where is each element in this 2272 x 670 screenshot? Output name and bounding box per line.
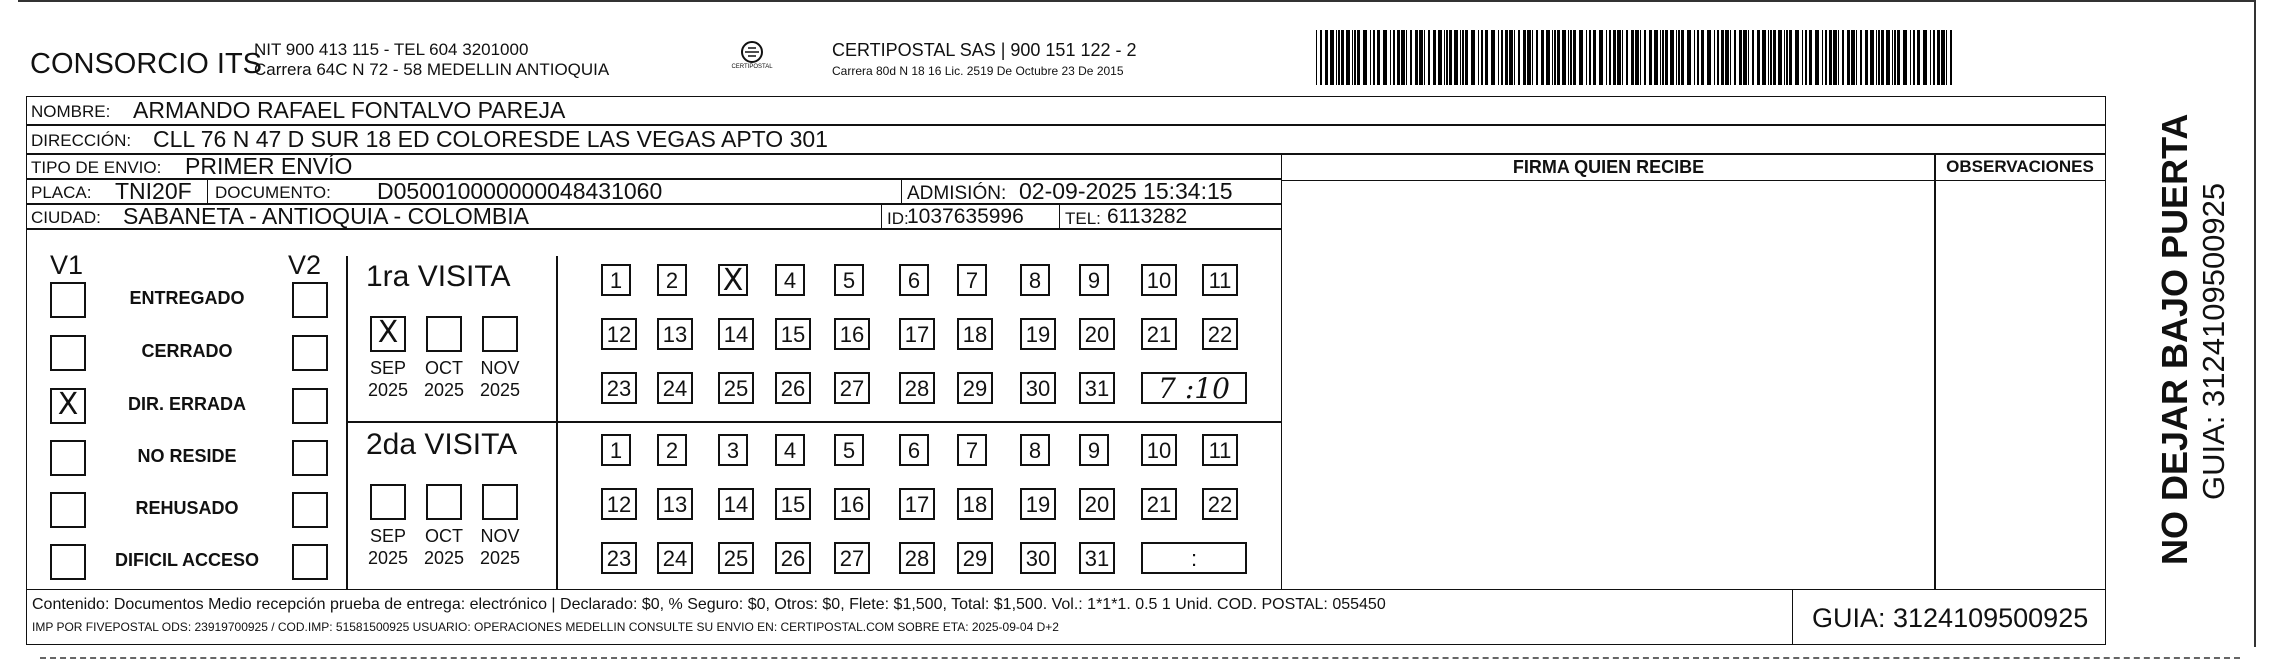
day-box[interactable]: 15	[775, 488, 811, 520]
year-label: 2025	[367, 548, 409, 568]
barcode-bar	[1784, 30, 1785, 85]
barcode-bar	[1573, 30, 1576, 85]
year-label: 2025	[423, 380, 465, 400]
barcode-bar	[1593, 30, 1596, 85]
barcode-bar	[1485, 30, 1488, 85]
barcode-bar	[1910, 30, 1911, 85]
direccion-value: CLL 76 N 47 D SUR 18 ED COLORESDE LAS VEGAS APTO 301	[153, 126, 828, 152]
barcode-bar	[1536, 30, 1538, 85]
barcode-bar	[1721, 30, 1724, 85]
barcode-bar	[1842, 30, 1844, 85]
observaciones-label: OBSERVACIONES	[1946, 157, 2094, 176]
barcode-bar	[1903, 30, 1907, 85]
barcode-bar	[1354, 30, 1356, 85]
firma-box	[1281, 154, 1936, 590]
footer-line2: IMP POR FIVEPOSTAL ODS: 23919700925 / COD.IMP: 51581500925 USUARIO: OPERACIONES MEDELLIN CONSULTE SU ENVIO EN: CERTIPOSTAL.COM SOBRE ETA: 2025-09-04 D+2	[32, 620, 1059, 634]
day-box[interactable]: 19	[1020, 488, 1056, 520]
barcode-bar	[1805, 30, 1807, 85]
barcode-bar	[1346, 30, 1350, 85]
barcode-bar	[1714, 30, 1715, 85]
barcode-bar	[1622, 30, 1623, 85]
month-label: SEP	[369, 358, 407, 378]
v1-checkbox[interactable]	[50, 388, 86, 424]
day-box[interactable]: 22	[1202, 318, 1238, 350]
barcode-bar	[1552, 30, 1553, 85]
day-box[interactable]: 27	[834, 542, 870, 574]
barcode-bar	[1390, 30, 1391, 85]
barcode-bar	[1825, 30, 1827, 85]
day-box[interactable]: 6	[899, 264, 929, 296]
barcode-bar	[1795, 30, 1799, 85]
barcode-bar	[1701, 30, 1704, 85]
certipostal-line2: Carrera 80d N 18 16 Lic. 2519 De Octubre 23 De 2015	[832, 64, 1124, 78]
barcode-bar	[1599, 30, 1603, 85]
month-checkbox[interactable]	[482, 316, 518, 352]
barcode-bar	[1438, 30, 1442, 85]
admision-value: 02-09-2025 15:34:15	[1019, 178, 1233, 204]
barcode-bar	[1532, 30, 1533, 85]
barcode-bar	[1886, 30, 1890, 85]
barcode-bar	[1462, 30, 1464, 85]
barcode-bar	[1660, 30, 1661, 85]
v2-checkbox[interactable]	[292, 492, 328, 528]
day-box[interactable]: 12	[601, 318, 637, 350]
barcode-bar	[1933, 30, 1935, 85]
barcode-bar	[1950, 30, 1952, 85]
barcode-bar	[1829, 30, 1832, 85]
barcode-bar	[1377, 30, 1380, 85]
nombre-label: NOMBRE:	[31, 102, 111, 121]
barcode-bar	[1330, 30, 1334, 85]
row-nombre	[26, 96, 2106, 125]
barcode-bar	[1352, 30, 1353, 85]
barcode-bar	[1752, 30, 1754, 85]
day-box[interactable]: 5	[834, 264, 864, 296]
day-box[interactable]: 9	[1079, 264, 1109, 296]
tel-divider	[1059, 205, 1060, 228]
barcode-bar	[1897, 30, 1900, 85]
month-label: NOV	[480, 526, 520, 546]
first-visit-label: 1ra VISITA	[366, 260, 511, 293]
year-label: 2025	[479, 548, 521, 568]
v1-checkbox[interactable]	[50, 544, 86, 580]
visit-divider-mid	[556, 256, 558, 590]
footer-line1: Contenido: Documentos Medio recepción prueba de entrega: electrónico | Declarado: $0, % Seguro: $0, Otros: $0, Flete: $1,500, Total: $1,500. Vol.: 1*1*1. 0.5 1 Unid. COD. POSTAL: 055450	[32, 596, 1386, 613]
barcode-bar	[1446, 30, 1448, 85]
barcode-bar	[1570, 30, 1572, 85]
admision-label: ADMISIÓN:	[907, 183, 1007, 204]
month-checkbox[interactable]	[426, 316, 462, 352]
barcode-bar	[1860, 30, 1862, 85]
barcode-bar	[1498, 30, 1499, 85]
barcode-bar	[1586, 30, 1587, 85]
day-box[interactable]: 20	[1079, 488, 1115, 520]
barcode-bar	[1465, 30, 1468, 85]
barcode-bar	[1363, 30, 1367, 85]
barcode-bar	[1809, 30, 1812, 85]
company-nit: NIT 900 413 115 - TEL 604 3201000	[254, 40, 529, 59]
barcode-bar	[1815, 30, 1819, 85]
logo-text: CERTIPOSTAL	[731, 64, 773, 70]
day-box[interactable]: 1	[601, 434, 631, 466]
day-box[interactable]: 5	[834, 434, 864, 466]
footer-guia: GUIA: 3124109500925	[1812, 603, 2089, 633]
day-box[interactable]: 6	[899, 434, 929, 466]
barcode-bar	[1687, 30, 1691, 85]
barcode-bar	[1870, 30, 1874, 85]
barcode-bar	[1717, 30, 1719, 85]
day-box[interactable]: 8	[1020, 264, 1050, 296]
v1-checkbox[interactable]	[50, 492, 86, 528]
barcode-bar	[1930, 30, 1931, 85]
day-box[interactable]: 21	[1141, 488, 1177, 520]
month-checkbox[interactable]	[370, 484, 406, 520]
barcode-bar	[1838, 30, 1839, 85]
day-box[interactable]: 14	[718, 488, 754, 520]
barcode-bar	[1730, 30, 1731, 85]
day-box[interactable]: 25	[718, 542, 754, 574]
day-box[interactable]: 24	[657, 372, 693, 404]
day-box[interactable]: 13	[657, 488, 693, 520]
day-box[interactable]: 27	[834, 372, 870, 404]
barcode-bar	[1894, 30, 1896, 85]
barcode-bar	[1743, 30, 1747, 85]
day-box[interactable]: 18	[957, 488, 993, 520]
barcode-bar	[1681, 30, 1684, 85]
status-label: REHUSADO	[135, 498, 239, 518]
barcode-bar	[1541, 30, 1544, 85]
company-name: CONSORCIO ITS	[30, 48, 263, 80]
day-box[interactable]: 4	[775, 434, 805, 466]
barcode-bar	[1478, 30, 1479, 85]
day-box[interactable]: 31	[1079, 372, 1115, 404]
day-box[interactable]: X	[718, 264, 748, 296]
barcode-bar	[1748, 30, 1749, 85]
row-ciudad	[26, 204, 1282, 229]
v1-checkbox[interactable]	[50, 335, 86, 371]
direccion-label: DIRECCIÓN:	[31, 131, 132, 150]
day-box[interactable]: 3	[718, 434, 748, 466]
barcode-bar	[1876, 30, 1877, 85]
barcode-bar	[1449, 30, 1452, 85]
firma-label: FIRMA QUIEN RECIBE	[1512, 157, 1705, 177]
barcode-bar	[1697, 30, 1699, 85]
day-box[interactable]: 30	[1020, 372, 1056, 404]
barcode-bar	[1428, 30, 1430, 85]
barcode-bar	[1316, 30, 1317, 85]
day-box[interactable]: 1	[601, 264, 631, 296]
barcode-bar	[1670, 30, 1674, 85]
month-label: OCT	[425, 526, 463, 546]
day-box[interactable]: 22	[1202, 488, 1238, 520]
barcode-bar	[1383, 30, 1387, 85]
day-box[interactable]: 10	[1141, 434, 1177, 466]
barcode-bar	[1444, 30, 1445, 85]
day-box[interactable]: 26	[775, 542, 811, 574]
nombre-value: ARMANDO RAFAEL FONTALVO PAREJA	[133, 97, 566, 123]
barcode-bar	[1631, 30, 1634, 85]
month-checkbox[interactable]	[426, 484, 462, 520]
barcode-bar	[1338, 30, 1340, 85]
day-box[interactable]: 16	[834, 318, 870, 350]
barcode-bar	[1433, 30, 1436, 85]
barcode-bar	[1676, 30, 1677, 85]
barcode-bar	[1833, 30, 1837, 85]
v2-checkbox[interactable]	[292, 388, 328, 424]
barcode-bar	[1527, 30, 1531, 85]
tel-label: TEL:	[1065, 209, 1101, 228]
barcode-bar	[1471, 30, 1475, 85]
tipo-label: TIPO DE ENVIO:	[31, 158, 162, 177]
day-box[interactable]: 10	[1141, 264, 1177, 296]
barcode-bar	[1460, 30, 1461, 85]
barcode-bar	[1406, 30, 1407, 85]
year-label: 2025	[479, 380, 521, 400]
cut-line	[40, 657, 2240, 659]
status-label: NO RESIDE	[137, 446, 237, 466]
barcode-bar	[1505, 30, 1508, 85]
second-visit-label: 2da VISITA	[366, 428, 518, 461]
day-box[interactable]: 7	[957, 434, 987, 466]
year-label: 2025	[423, 548, 465, 568]
barcode-bar	[1415, 30, 1418, 85]
barcode-bar	[1770, 30, 1772, 85]
day-box[interactable]: 29	[957, 372, 993, 404]
day-box[interactable]: 20	[1079, 318, 1115, 350]
placa-label: PLACA:	[31, 183, 92, 202]
v1-checkbox[interactable]	[50, 440, 86, 476]
barcode-bar	[1662, 30, 1664, 85]
barcode-bar	[1491, 30, 1495, 85]
barcode-bar	[1654, 30, 1658, 85]
barcode-bar	[1678, 30, 1680, 85]
barcode-bar	[1579, 30, 1583, 85]
documento-value: D050010000000048431060	[377, 178, 663, 204]
barcode-bar	[1514, 30, 1515, 85]
barcode-bar	[1707, 30, 1711, 85]
footer-guia-divider	[1792, 589, 1793, 645]
v1-checkbox[interactable]	[50, 282, 86, 318]
barcode-bar	[1725, 30, 1729, 85]
day-box[interactable]: 4	[775, 264, 805, 296]
barcode-bar	[1773, 30, 1776, 85]
id-divider	[881, 205, 882, 228]
barcode-bar	[1847, 30, 1850, 85]
day-box[interactable]: 7	[957, 264, 987, 296]
barcode-bar	[1626, 30, 1628, 85]
day-box[interactable]: 19	[1020, 318, 1056, 350]
v1-label: V1	[50, 250, 84, 280]
v2-label: V2	[288, 250, 322, 280]
barcode-bar	[1373, 30, 1375, 85]
barcode-bar	[1393, 30, 1395, 85]
visit-divider-left	[346, 256, 348, 590]
v1-check-mark: X	[57, 387, 79, 422]
day-box[interactable]: 29	[957, 542, 993, 574]
status-label: ENTREGADO	[129, 288, 245, 308]
side-guia: GUIA: 3124109500925	[2196, 182, 2231, 500]
barcode-bar	[1546, 30, 1550, 85]
barcode-bar	[1606, 30, 1607, 85]
placa-value: TNI20F	[115, 178, 192, 204]
barcode-bar	[1336, 30, 1337, 85]
status-label: DIR. ERRADA	[127, 394, 246, 414]
barcode-bar	[1762, 30, 1766, 85]
barcode-bar	[1734, 30, 1736, 85]
day-box[interactable]: 28	[899, 372, 935, 404]
barcode-bar	[1739, 30, 1742, 85]
barcode-bar	[1778, 30, 1782, 85]
barcode-bar	[1320, 30, 1322, 85]
ciudad-value: SABANETA - ANTIOQUIA - COLOMBIA	[123, 203, 529, 229]
day-box[interactable]: 2	[657, 434, 687, 466]
barcode-bar	[1562, 30, 1566, 85]
v2-checkbox[interactable]	[292, 335, 328, 371]
barcode-bar	[1518, 30, 1520, 85]
day-box[interactable]: 28	[899, 542, 935, 574]
barcode-bar	[1370, 30, 1371, 85]
barcode-bar	[1554, 30, 1556, 85]
barcode-bar	[1454, 30, 1458, 85]
day-box[interactable]: 21	[1141, 318, 1177, 350]
month-label: SEP	[369, 526, 407, 546]
barcode-bar	[1878, 30, 1880, 85]
day-box[interactable]: 11	[1202, 434, 1238, 466]
barcode-bar	[1917, 30, 1920, 85]
status-label: DIFICIL ACCESO	[114, 550, 259, 570]
row-tipo	[26, 154, 1282, 179]
row-direccion	[26, 125, 2106, 154]
barcode-bar	[1856, 30, 1857, 85]
ciudad-label: CIUDAD:	[31, 208, 101, 227]
placa-divider	[207, 180, 208, 203]
day-box[interactable]: 16	[834, 488, 870, 520]
barcode	[1314, 30, 1959, 85]
barcode-bar	[1881, 30, 1884, 85]
id-label: ID:	[887, 209, 909, 228]
barcode-bar	[1923, 30, 1927, 85]
month-label: NOV	[480, 358, 520, 378]
visit-divider-horizontal	[346, 421, 1282, 423]
v2-checkbox[interactable]	[292, 440, 328, 476]
month-checkbox[interactable]	[370, 316, 406, 352]
barcode-bar	[1557, 30, 1560, 85]
certipostal-logo	[722, 38, 782, 80]
day-box[interactable]: 8	[1020, 434, 1050, 466]
barcode-bar	[1523, 30, 1526, 85]
day-box[interactable]: 24	[657, 542, 693, 574]
day-box[interactable]: 2	[657, 264, 687, 296]
tipo-value: PRIMER ENVÍO	[185, 153, 353, 179]
barcode-bar	[1401, 30, 1405, 85]
side-warning: NO DEJAR BAJO PUERTA	[2154, 113, 2195, 565]
barcode-bar	[1946, 30, 1947, 85]
barcode-bar	[1410, 30, 1412, 85]
tel-value: 6113282	[1107, 205, 1188, 228]
day-box[interactable]: 17	[899, 488, 935, 520]
barcode-bar	[1786, 30, 1788, 85]
barcode-bar	[1325, 30, 1328, 85]
admision-divider	[901, 180, 902, 203]
certipostal-line1: CERTIPOSTAL SAS | 900 151 122 - 2	[832, 40, 1137, 60]
barcode-bar	[1509, 30, 1513, 85]
day-box[interactable]: 23	[601, 542, 637, 574]
barcode-bar	[1640, 30, 1641, 85]
barcode-bar	[1865, 30, 1868, 85]
barcode-bar	[1913, 30, 1915, 85]
day-box[interactable]: 11	[1202, 264, 1238, 296]
company-address: Carrera 64C N 72 - 58 MEDELLIN ANTIOQUIA	[254, 60, 610, 79]
barcode-bar	[1649, 30, 1652, 85]
day-box[interactable]: 26	[775, 372, 811, 404]
barcode-bar	[1424, 30, 1425, 85]
barcode-bar	[1789, 30, 1792, 85]
barcode-bar	[1613, 30, 1616, 85]
firma-header-line	[1281, 180, 2106, 181]
barcode-bar	[1768, 30, 1769, 85]
day-box[interactable]: 15	[775, 318, 811, 350]
day-box[interactable]: 31	[1079, 542, 1115, 574]
barcode-bar	[1941, 30, 1945, 85]
barcode-bar	[1617, 30, 1621, 85]
barcode-bar	[1694, 30, 1695, 85]
v2-checkbox[interactable]	[292, 282, 328, 318]
barcode-bar	[1568, 30, 1569, 85]
barcode-bar	[1397, 30, 1400, 85]
barcode-bar	[1501, 30, 1503, 85]
day-box[interactable]: 23	[601, 372, 637, 404]
barcode-bar	[1937, 30, 1940, 85]
day-box[interactable]: 17	[899, 318, 935, 350]
month-check-mark: X	[377, 315, 399, 350]
barcode-bar	[1892, 30, 1893, 85]
barcode-bar	[1481, 30, 1483, 85]
barcode-bar	[1341, 30, 1344, 85]
barcode-bar	[1665, 30, 1668, 85]
status-label: CERRADO	[141, 341, 233, 361]
month-label: OCT	[425, 358, 463, 378]
barcode-bar	[1822, 30, 1823, 85]
documento-label: DOCUMENTO:	[215, 183, 331, 202]
barcode-bar	[1802, 30, 1803, 85]
day-box[interactable]: 30	[1020, 542, 1056, 574]
day-box[interactable]: 25	[718, 372, 754, 404]
barcode-bar	[1609, 30, 1611, 85]
year-label: 2025	[367, 380, 409, 400]
barcode-bar	[1757, 30, 1760, 85]
id-value: 1037635996	[907, 205, 1024, 228]
barcode-bar	[1357, 30, 1360, 85]
barcode-bar	[1635, 30, 1639, 85]
day-box[interactable]: 12	[601, 488, 637, 520]
row-placa	[26, 179, 1282, 204]
month-checkbox[interactable]	[482, 484, 518, 520]
barcode-bar	[1419, 30, 1423, 85]
time-box[interactable]: 7 :10	[1141, 372, 1247, 404]
v2-checkbox[interactable]	[292, 544, 328, 580]
barcode-bar	[1589, 30, 1591, 85]
observaciones-box	[1934, 154, 2106, 590]
day-box[interactable]: 9	[1079, 434, 1109, 466]
day-box[interactable]: 18	[957, 318, 993, 350]
day-box[interactable]: 13	[657, 318, 693, 350]
barcode-bar	[1644, 30, 1646, 85]
barcode-bar	[1851, 30, 1855, 85]
day-box[interactable]: 14	[718, 318, 754, 350]
time-box[interactable]: :	[1141, 542, 1247, 574]
